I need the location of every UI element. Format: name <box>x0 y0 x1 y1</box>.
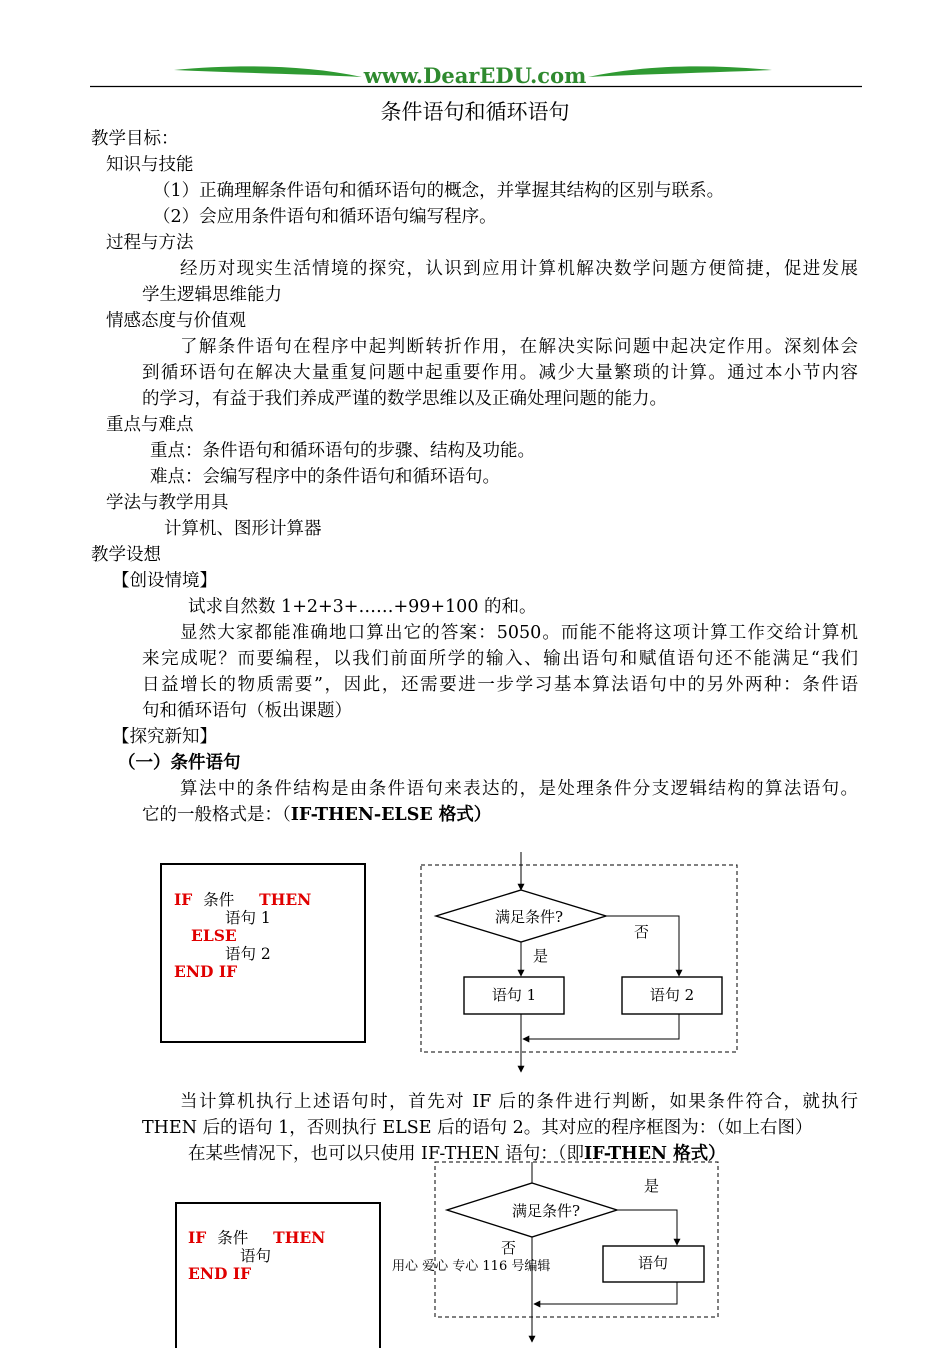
code2-stmt: 语句 <box>240 1247 272 1265</box>
knowledge-heading: 知识与技能 <box>106 155 194 175</box>
decision2-label: 满足条件? <box>511 1202 581 1220</box>
no2-label: 否 <box>501 1239 517 1257</box>
kw2-then: THEN <box>273 1228 326 1247</box>
code1-cond: 条件 <box>203 891 235 909</box>
explore-heading: 【探究新知】 <box>112 727 217 747</box>
process-heading: 过程与方法 <box>106 233 194 253</box>
flowchart-frame <box>421 865 737 1052</box>
kw-else: ELSE <box>191 926 237 945</box>
doc-title: 条件语句和循环语句 <box>380 100 570 124</box>
knowledge-item-1: （1）正确理解条件语句和循环语句的概念，并掌握其结构的区别与联系。 <box>153 181 725 201</box>
site-logo-text: www.DearEDU.com <box>363 63 587 88</box>
key-difficulty: 难点：会编写程序中的条件语句和循环语句。 <box>150 467 500 487</box>
cond-line-1: 算法中的条件结构是由条件语句来表达的，是处理条件分支逻辑结构的算法语句。 <box>180 779 858 799</box>
design-heading: 教学设想 <box>91 545 161 565</box>
stmt1-label: 语句 1 <box>491 986 537 1004</box>
emotion-heading: 情感态度与价值观 <box>106 311 246 331</box>
stmt2-label: 语句 2 <box>649 986 695 1004</box>
emotion-line-1: 了解条件语句在程序中起判断转折作用，在解决实际问题中起决定作用。深刻体会 <box>180 337 858 357</box>
after-line-3-format: IF-THEN 格式） <box>583 1144 726 1164</box>
yes2-label: 是 <box>644 1177 660 1195</box>
kw-then: THEN <box>259 890 312 909</box>
code2-cond: 条件 <box>217 1229 249 1247</box>
scenario-heading: 【创设情境】 <box>112 571 217 591</box>
emotion-line-3: 的学习，有益于我们养成严谨的数学思维以及正确处理问题的能力。 <box>142 389 667 409</box>
flowchart2-frame <box>435 1162 718 1317</box>
kw-if: IF <box>174 890 193 909</box>
cond-line-2-text: 它的一般格式是：（ <box>142 805 291 825</box>
scenario-line-2: 显然大家都能准确地口算出它的答案：5050。而能不能将这项计算工作交给计算机 <box>180 623 858 643</box>
key-heading: 重点与难点 <box>106 415 194 435</box>
after-line-2: THEN 后的语句 1，否则执行 ELSE 后的语句 2。其对应的程序框图为：（如上右图） <box>142 1118 813 1138</box>
flowchart-if-then <box>425 1150 730 1344</box>
page-footer: 用心 爱心 专心 116 号编辑 <box>392 1259 551 1274</box>
scenario-line-5: 句和循环语句（板出课题） <box>142 701 352 721</box>
tools-text: 计算机、图形计算器 <box>164 519 322 539</box>
after-line-1: 当计算机执行上述语句时，首先对 IF 后的条件进行判断，如果条件符合，就执行 <box>180 1092 858 1112</box>
merge2-arrow <box>534 1282 677 1304</box>
key-focus: 重点：条件语句和循环语句的步骤、结构及功能。 <box>150 441 535 461</box>
tools-heading: 学法与教学用具 <box>106 493 229 513</box>
goals-heading: 教学目标： <box>91 129 179 149</box>
green-swoosh-right <box>588 66 772 77</box>
emotion-line-2: 到循环语句在解决大量重复问题中起重要作用。减少大量繁琐的计算。通过本小节内容 <box>142 363 858 383</box>
process-line-1: 经历对现实生活情境的探究，认识到应用计算机解决数学问题方便简捷，促进发展 <box>180 259 858 279</box>
no-label: 否 <box>634 923 650 941</box>
kw-end-if: END IF <box>174 962 238 981</box>
scenario-line-4: 日益增长的物质需要”，因此，还需要进一步学习基本算法语句中的另外两种：条件语 <box>142 675 858 695</box>
merge-arrow <box>523 1014 679 1039</box>
kw2-end-if: END IF <box>188 1264 252 1283</box>
cond-line-2 <box>142 802 491 828</box>
code2-line-if <box>188 1229 325 1247</box>
yes2-branch-arrow <box>617 1210 677 1245</box>
knowledge-item-2: （2）会应用条件语句和循环语句编写程序。 <box>153 207 497 227</box>
code1-stmt-1: 语句 1 <box>225 909 271 927</box>
after-line-3-text: 在某些情况下，也可以只使用 IF-THEN 语句：（即 <box>188 1144 584 1164</box>
flowchart-if-then-else <box>415 848 745 1078</box>
stmt-label: 语句 <box>637 1254 669 1272</box>
code1-stmt-2: 语句 2 <box>225 945 271 963</box>
scenario-line-3: 来完成呢？而要编程，以我们前面所学的输入、输出语句和赋值语句还不能满足“我们 <box>142 649 858 669</box>
cond-heading: （一）条件语句 <box>118 753 241 773</box>
yes-label: 是 <box>533 947 549 965</box>
cond-line-2-format: IF-THEN-ELSE 格式） <box>290 805 492 825</box>
code1-line-if <box>174 891 311 909</box>
scenario-line-1: 试求自然数 1+2+3+……+99+100 的和。 <box>188 597 537 617</box>
green-swoosh-left <box>174 66 362 77</box>
process-line-2: 学生逻辑思维能力 <box>142 285 282 305</box>
header-banner <box>90 60 862 92</box>
kw2-if: IF <box>188 1228 207 1247</box>
decision-label: 满足条件? <box>494 908 564 926</box>
